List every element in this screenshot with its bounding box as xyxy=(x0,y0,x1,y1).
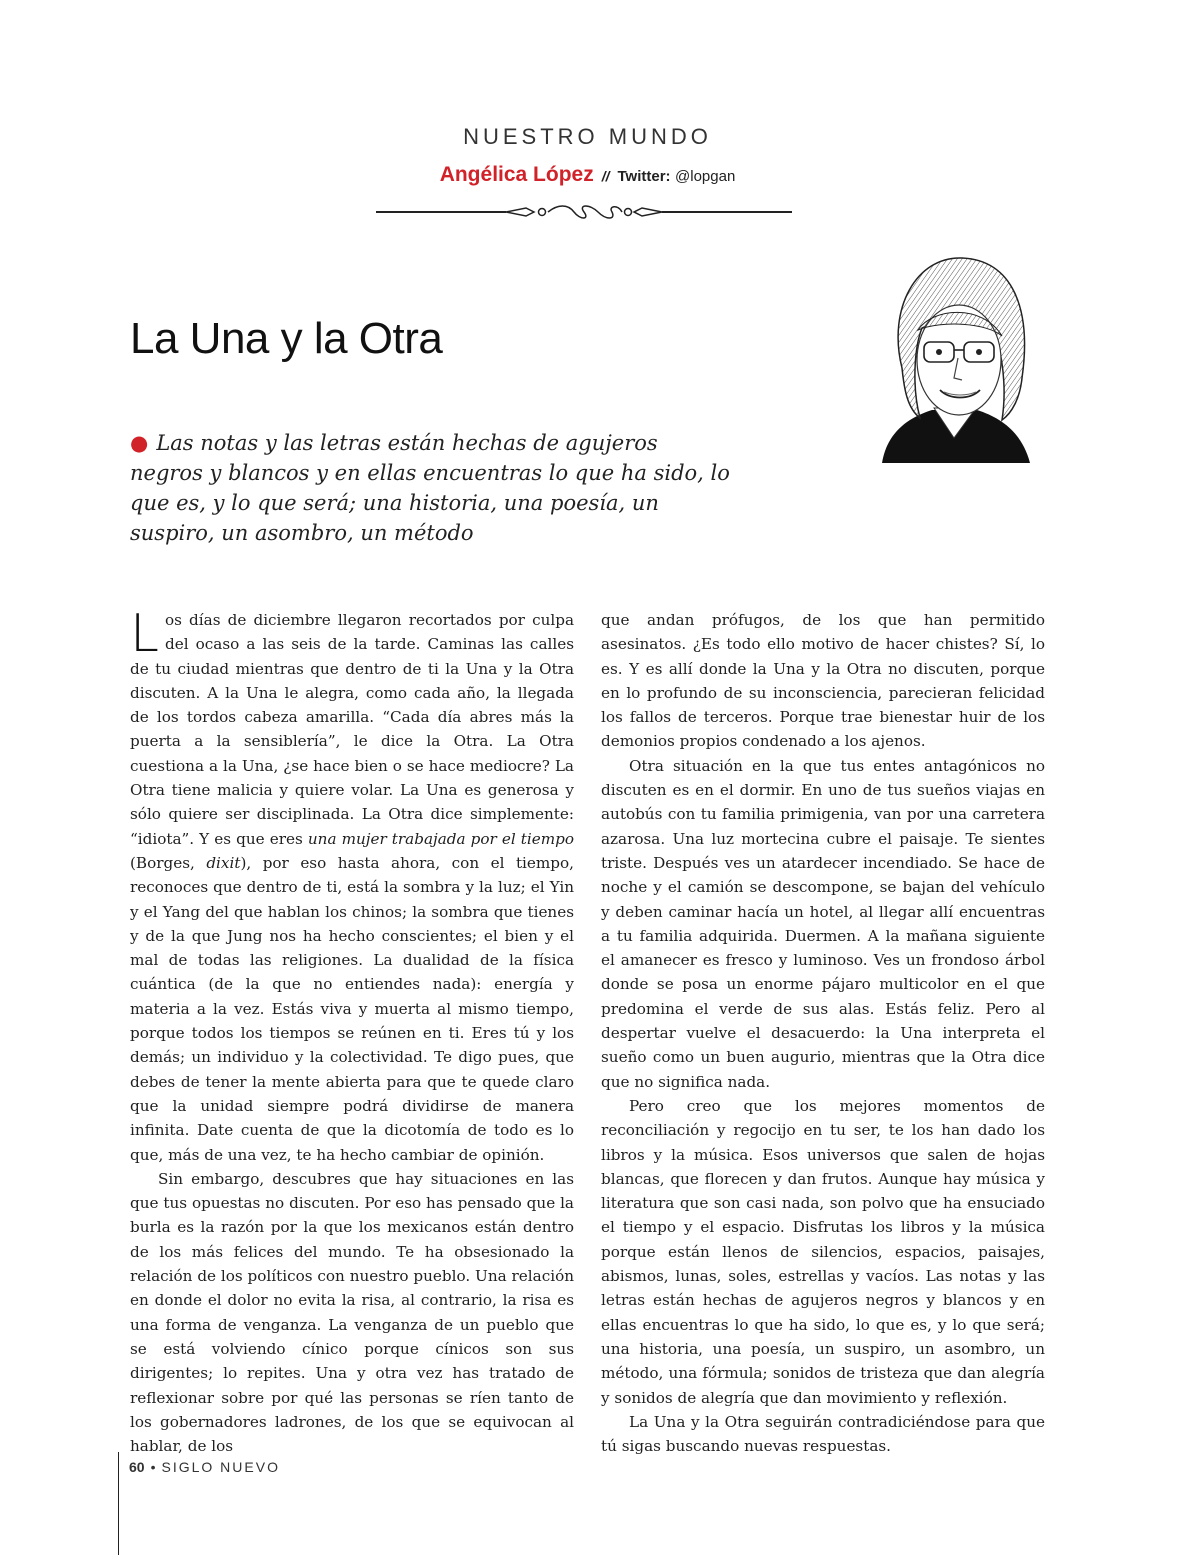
publication-name: SIGLO NUEVO xyxy=(161,1459,280,1475)
paragraph-1-italic-dixit: dixit xyxy=(206,853,241,872)
footer-rule xyxy=(118,1452,119,1555)
footer-bullet: • xyxy=(150,1459,156,1475)
paragraph-3: Otra situación en la que tus entes antagónicos no discuten es en el dormir. En uno de tus sueños viajas en autobús con tu familia primigenia, van por una carretera azarosa. Una luz mortecina cubre el paisaje. Te sientes triste. Después ves un atardecer incendiado. Se hace de noche y el camión se descompone, se bajan del vehículo y deben caminar hacía un hotel, al llegar allí encuentras a tu familia adquirida. Duermen. A la mañana siguiente el amanecer es fresco y luminoso. Ves un frondoso árbol donde se posa un enorme pájaro multicolor en el que predomina el verde de sus alas. Estás feliz. Pero al despertar vuelve el desacuerdo: la Una interpreta el sueño como un buen augurio, mientras que la Otra dice que no significa nada. xyxy=(601,756,1045,1091)
article-title: La Una y la Otra xyxy=(130,314,443,363)
article-column-right xyxy=(601,608,1045,1458)
summary-text: Las notas y las letras están hechas de agujeros negros y blancos y en ellas encuentras lo que ha sido, lo que es, y lo que será; una historia, una poesía, un suspiro, un asombro, un método xyxy=(130,431,730,545)
paragraph-2: Sin embargo, descubres que hay situaciones en las que tus opuestas no discuten. Por eso has pensado que la burla es la razón por la que los mexicanos están dentro de los más felices del mundo. Te ha obsesionado la relación de los políticos con nuestro pueblo. Una relación en donde el dolor no evita la risa, al contrario, la risa es una forma de venganza. La venganza de un pueblo que se está volviendo cínico porque cínicos son sus dirigentes; lo repites. Una y otra vez has tratado de reflexionar sobre por qué las personas se ríen tanto de los gobernadores ladrones, de los que se equivocan al hablar, de los xyxy=(130,1169,574,1456)
twitter-handle[interactable]: @lopgan xyxy=(675,168,736,185)
author-portrait-illustration xyxy=(862,248,1047,463)
paragraph-1-italic-quote: una mujer trabajada por el tiempo xyxy=(307,829,574,848)
twitter-label: Twitter: xyxy=(617,168,671,185)
paragraph-2-continued: que andan prófugos, de los que han permitido asesinatos. ¿Es todo ello motivo de hacer chistes? Sí, lo es. Y es allí donde la Una y la Otra no discuten, porque en lo profundo de su inconsciencia, parecieran felicidad los fallos de terceros. Porque trae bienestar huir de los demonios propios condenado a los ajenos. xyxy=(601,611,1045,751)
paragraph-4: Pero creo que los mejores momentos de reconciliación y regocijo en tu ser, te los han dado los libros y la música. Esos universos que salen de hojas blancas, que florecen y dan frutos. Aunque hay música y literatura que son casi nada, son polvo que ha ensuciado el tiempo y el espacio. Disfrutas los libros y la música porque están llenos de silencios, espacios, paisajes, abismos, lunas, soles, estrellas y vacíos. Las notas y las letras están hechas de agujeros negros y blancos y en ellas encuentras lo que ha sido, lo que es, y lo que será; una historia, una poesía, un suspiro, un asombro, un método, una fórmula; sonidos de tristeza que dan alegría y sonidos de alegría que dan movimiento y reflexión. xyxy=(601,1096,1045,1407)
summary-bullet-icon: ● xyxy=(130,431,149,455)
section-title: NUESTRO MUNDO xyxy=(463,124,712,149)
ornament-divider-icon xyxy=(376,202,792,222)
article-summary xyxy=(130,428,730,548)
paragraph-5: La Una y la Otra seguirán contradiciéndose para que tú sigas buscando nuevas respuestas. xyxy=(601,1412,1045,1456)
article-column-left xyxy=(130,604,574,1458)
byline xyxy=(0,163,1175,187)
page-number: 60 xyxy=(129,1459,145,1475)
paragraph-1 xyxy=(130,604,574,1167)
byline-separator: // xyxy=(601,168,610,184)
paragraph-1-text-mid: (Borges, xyxy=(130,853,207,872)
page-footer xyxy=(129,1459,280,1475)
author-name: Angélica López xyxy=(439,163,594,186)
drop-cap: L xyxy=(130,604,159,664)
paragraph-1-text-start: os días de diciembre llegaron recortados por culpa del ocaso a las seis de la tarde. Caminas las calles de tu ciudad mientras que dentro de ti la Una y la Otra discuten. A la Una le alegra, como cada año, la llegada de los tordos cabeza amarilla. “Cada día abres más la puerta a la sensiblería”, le dice la Otra. La Otra cuestiona a la Una, ¿se hace bien o se hace mediocre? La Otra tiene malicia y quiere volar. La Una es generosa y sólo quiere ser disciplinada. La Otra dice simplemente: “idiota”. Y es que eres xyxy=(130,611,574,848)
paragraph-1-text-end: ), por eso hasta ahora, con el tiempo, reconoces que dentro de ti, está la sombra y la luz; el Yin y el Yang del que hablan los chinos; la sombra que tienes y de la que Jung nos ha hecho conscientes; el bien y el mal de todas las religiones. La dualidad de la física cuántica (de la que no entiendes nada): energía y materia a la vez. Estás viva y muerta al mismo tiempo, porque todos los tiempos se reúnen en ti. Eres tú y los demás; un individuo y la colectividad. Te digo pues, que debes de tener la mente abierta para que te quede claro que la unidad siempre podrá dividirse de manera infinita. Date cuenta de que la dicotomía de todo es lo que, más de una vez, te ha hecho cambiar de opinión. xyxy=(130,853,574,1164)
